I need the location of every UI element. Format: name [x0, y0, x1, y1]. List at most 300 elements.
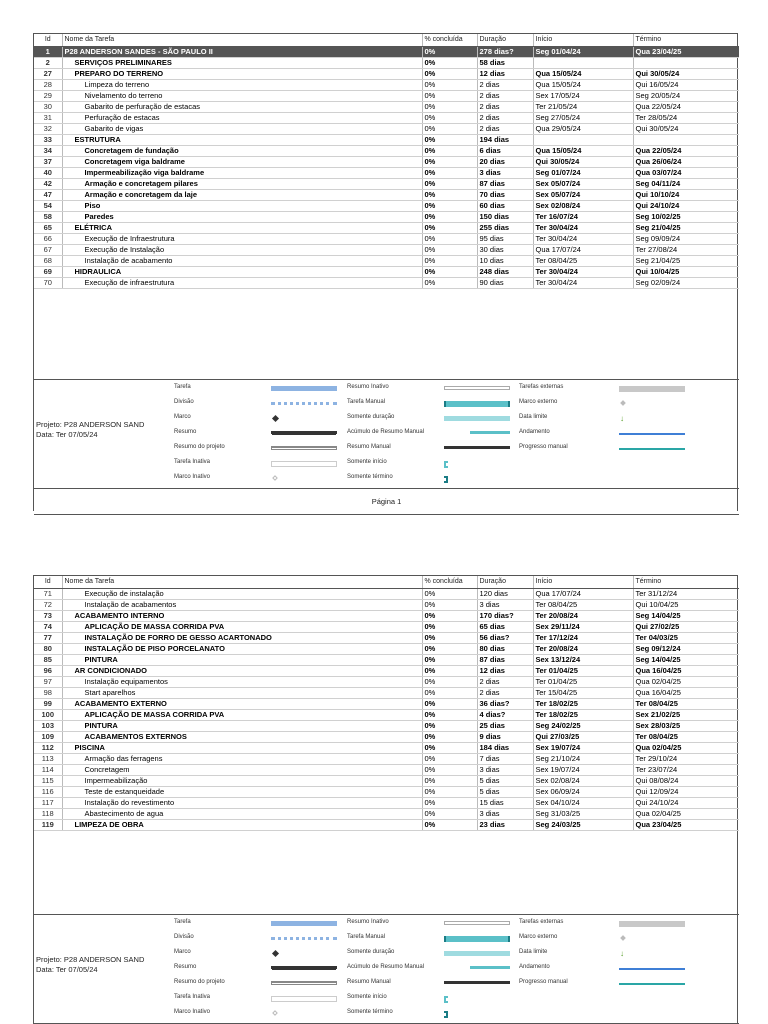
cell-dur: 10 dias	[477, 255, 533, 266]
cell-dur: 56 dias?	[477, 632, 533, 643]
cell-fim: Ter 08/04/25	[633, 698, 739, 709]
cell-ini: Ter 17/12/24	[533, 632, 633, 643]
cell-dur: 90 dias	[477, 277, 533, 288]
table-row[interactable]	[34, 79, 739, 90]
table-row[interactable]	[34, 244, 739, 255]
cell-fim: Seg 21/04/25	[633, 222, 739, 233]
legend-label: Andamento	[519, 964, 550, 970]
table-row[interactable]	[34, 46, 739, 57]
cell-ini	[533, 57, 633, 68]
legend-symbol-icon	[271, 401, 337, 405]
cell-pct: 0%	[422, 68, 477, 79]
cell-ini: Seg 27/05/24	[533, 112, 633, 123]
legend-label: Divisão	[174, 399, 194, 405]
cell-ini: Ter 18/02/25	[533, 698, 633, 709]
cell-pct: 0%	[422, 266, 477, 277]
cell-dur: 2 dias	[477, 123, 533, 134]
cell-ini: Sex 02/08/24	[533, 775, 633, 786]
cell-name: P28 ANDERSON SANDES - SÃO PAULO II	[62, 46, 422, 57]
page-2	[33, 575, 738, 1024]
cell-dur: 87 dias	[477, 178, 533, 189]
cell-name: PISCINA	[62, 742, 422, 753]
cell-fim: Qua 16/04/25	[633, 687, 739, 698]
cell-pct: 0%	[422, 819, 477, 830]
cell-fim: Qua 22/05/24	[633, 145, 739, 156]
legend-symbol-icon	[271, 921, 337, 926]
legend-label: Progresso manual	[519, 444, 568, 450]
blank-row	[34, 368, 739, 379]
cell-ini: Sex 05/07/24	[533, 178, 633, 189]
table-row[interactable]	[34, 134, 739, 145]
table-row[interactable]	[34, 57, 739, 68]
legend-symbol-icon	[444, 981, 510, 984]
legend-label: Tarefa Manual	[347, 934, 386, 940]
cell-name: APLICAÇÃO DE MASSA CORRIDA PVA	[62, 621, 422, 632]
cell-pct: 0%	[422, 775, 477, 786]
cell-pct: 0%	[422, 687, 477, 698]
table-row[interactable]	[34, 90, 739, 101]
cell-name: Armação e concretagem da laje	[62, 189, 422, 200]
cell-id: 31	[34, 112, 62, 123]
cell-dur: 3 dias	[477, 808, 533, 819]
cell-id: 100	[34, 709, 62, 720]
cell-pct: 0%	[422, 189, 477, 200]
cell-dur: 3 dias	[477, 764, 533, 775]
cell-dur: 23 dias	[477, 819, 533, 830]
cell-fim: Seg 10/02/25	[633, 211, 739, 222]
cell-id: 27	[34, 68, 62, 79]
cell-dur: 150 dias	[477, 211, 533, 222]
cell-fim: Seg 14/04/25	[633, 610, 739, 621]
cell-pct: 0%	[422, 786, 477, 797]
legend-label: Resumo do projeto	[174, 444, 225, 450]
header-fim: Término	[633, 576, 739, 588]
legend-label: Somente término	[347, 1009, 393, 1015]
cell-dur: 60 dias	[477, 200, 533, 211]
cell-name: Instalação de acabamentos	[62, 599, 422, 610]
table-row[interactable]	[34, 189, 739, 200]
cell-ini: Sex 19/07/24	[533, 764, 633, 775]
legend-label: Progresso manual	[519, 979, 568, 985]
cell-ini: Ter 08/04/25	[533, 255, 633, 266]
cell-fim: Qui 10/04/25	[633, 599, 739, 610]
project-name: Projeto: P28 ANDERSON SAND	[36, 955, 145, 964]
table-row[interactable]	[34, 632, 739, 643]
legend-label: Somente duração	[347, 414, 395, 420]
cell-name: Teste de estanqueidade	[62, 786, 422, 797]
legend-symbol-icon	[444, 996, 448, 1003]
cell-name: Impermeabilização	[62, 775, 422, 786]
table-row[interactable]	[34, 178, 739, 189]
legend-label: Somente término	[347, 474, 393, 480]
cell-id: 96	[34, 665, 62, 676]
header-pct: % concluída	[422, 576, 477, 588]
cell-name: Limpeza do terreno	[62, 79, 422, 90]
cell-ini: Sex 04/10/24	[533, 797, 633, 808]
cell-dur: 2 dias	[477, 676, 533, 687]
cell-ini: Sex 13/12/24	[533, 654, 633, 665]
legend-symbol-icon	[271, 416, 278, 421]
cell-dur: 3 dias	[477, 167, 533, 178]
cell-fim: Sex 28/03/25	[633, 720, 739, 731]
cell-name: Execução de Instalação	[62, 244, 422, 255]
cell-id: 67	[34, 244, 62, 255]
cell-pct: 0%	[422, 599, 477, 610]
legend-symbol-icon	[444, 461, 448, 468]
cell-ini: Qua 17/07/24	[533, 588, 633, 599]
legend-label: Marco Inativo	[174, 474, 211, 480]
cell-ini: Ter 20/08/24	[533, 610, 633, 621]
table-row[interactable]	[34, 808, 739, 819]
cell-name: Concretagem viga baldrame	[62, 156, 422, 167]
cell-pct: 0%	[422, 676, 477, 687]
cell-id: 99	[34, 698, 62, 709]
cell-ini: Ter 15/04/25	[533, 687, 633, 698]
cell-ini: Sex 05/07/24	[533, 189, 633, 200]
cell-dur: 2 dias	[477, 112, 533, 123]
legend-symbol-icon	[444, 431, 510, 434]
header-name: Nome da Tarefa	[62, 34, 422, 46]
legend-symbol-icon	[271, 996, 337, 1002]
cell-dur: 5 dias	[477, 775, 533, 786]
cell-id: 116	[34, 786, 62, 797]
table-row[interactable]	[34, 687, 739, 698]
cell-pct: 0%	[422, 731, 477, 742]
cell-fim: Qua 16/04/25	[633, 665, 739, 676]
cell-fim: Qua 02/04/25	[633, 742, 739, 753]
cell-name: Armação e concretagem pilares	[62, 178, 422, 189]
cell-pct: 0%	[422, 46, 477, 57]
legend-symbol-icon	[444, 936, 510, 942]
legend-symbol-icon	[444, 966, 510, 969]
cell-id: 98	[34, 687, 62, 698]
cell-dur: 120 dias	[477, 588, 533, 599]
cell-ini: Ter 20/08/24	[533, 643, 633, 654]
cell-pct: 0%	[422, 57, 477, 68]
cell-id: 37	[34, 156, 62, 167]
cell-dur: 5 dias	[477, 786, 533, 797]
legend-symbol-icon	[444, 401, 510, 407]
legend-label: Marco	[174, 949, 191, 955]
legend-symbol-icon	[271, 966, 337, 969]
task-table	[34, 34, 739, 289]
cell-fim: Sex 21/02/25	[633, 709, 739, 720]
table-row[interactable]	[34, 720, 739, 731]
header-fim: Término	[633, 34, 739, 46]
legend-symbol-icon	[271, 431, 337, 434]
table-row[interactable]	[34, 775, 739, 786]
legend-label: Data limite	[519, 949, 548, 955]
table-row[interactable]	[34, 233, 739, 244]
cell-ini: Qua 29/05/24	[533, 123, 633, 134]
cell-dur: 80 dias	[477, 643, 533, 654]
table-row[interactable]	[34, 654, 739, 665]
legend-symbol-icon	[271, 476, 277, 480]
cell-dur: 278 dias?	[477, 46, 533, 57]
cell-ini: Qua 17/07/24	[533, 244, 633, 255]
cell-id: 71	[34, 588, 62, 599]
header-row	[34, 576, 739, 588]
cell-id: 80	[34, 643, 62, 654]
legend	[34, 914, 739, 1024]
cell-fim: Seg 02/09/24	[633, 277, 739, 288]
cell-pct: 0%	[422, 112, 477, 123]
cell-pct: 0%	[422, 632, 477, 643]
cell-ini: Qua 15/05/24	[533, 79, 633, 90]
header-id: Id	[34, 576, 62, 588]
cell-pct: 0%	[422, 588, 477, 599]
cell-dur: 2 dias	[477, 79, 533, 90]
cell-fim: Qua 02/04/25	[633, 676, 739, 687]
table-row[interactable]	[34, 676, 739, 687]
cell-name: Armação das ferragens	[62, 753, 422, 764]
cell-dur: 58 dias	[477, 57, 533, 68]
page-1	[33, 33, 738, 511]
cell-fim: Qui 10/10/24	[633, 189, 739, 200]
cell-name: Impermeabilização viga baldrame	[62, 167, 422, 178]
cell-dur: 20 dias	[477, 156, 533, 167]
task-table	[34, 576, 739, 831]
table-row[interactable]	[34, 266, 739, 277]
table-row[interactable]	[34, 599, 739, 610]
cell-id: 28	[34, 79, 62, 90]
cell-fim: Seg 21/04/25	[633, 255, 739, 266]
page-footer: Página 1	[371, 497, 402, 506]
cell-dur: 36 dias?	[477, 698, 533, 709]
legend-label: Resumo Manual	[347, 444, 391, 450]
cell-pct: 0%	[422, 610, 477, 621]
cell-name: INSTALAÇÃO DE PISO PORCELANATO	[62, 643, 422, 654]
legend-symbol-icon	[271, 981, 337, 985]
legend-label: Somente duração	[347, 949, 395, 955]
legend-label: Tarefas externas	[519, 919, 564, 925]
cell-fim: Ter 29/10/24	[633, 753, 739, 764]
cell-dur: 3 dias	[477, 599, 533, 610]
cell-id: 30	[34, 101, 62, 112]
table-row[interactable]	[34, 101, 739, 112]
cell-dur: 6 dias	[477, 145, 533, 156]
cell-pct: 0%	[422, 808, 477, 819]
cell-ini: Qua 15/05/24	[533, 145, 633, 156]
table-row[interactable]	[34, 123, 739, 134]
cell-fim: Seg 04/11/24	[633, 178, 739, 189]
cell-fim: Ter 27/08/24	[633, 244, 739, 255]
cell-ini: Seg 01/04/24	[533, 46, 633, 57]
cell-ini: Ter 08/04/25	[533, 599, 633, 610]
table-row[interactable]	[34, 643, 739, 654]
table-row[interactable]	[34, 156, 739, 167]
cell-fim: Seg 20/05/24	[633, 90, 739, 101]
legend-label: Marco Inativo	[174, 1009, 211, 1015]
table-row[interactable]	[34, 665, 739, 676]
cell-pct: 0%	[422, 709, 477, 720]
table-row[interactable]	[34, 277, 739, 288]
cell-fim: Qua 23/04/25	[633, 819, 739, 830]
cell-dur: 12 dias	[477, 68, 533, 79]
legend-symbol-icon	[271, 461, 337, 467]
cell-dur: 4 dias?	[477, 709, 533, 720]
legend-label: Resumo	[174, 429, 197, 435]
cell-name: Execução de instalação	[62, 588, 422, 599]
table-row[interactable]	[34, 764, 739, 775]
cell-id: 58	[34, 211, 62, 222]
legend-symbol-icon	[444, 416, 510, 421]
table-row[interactable]	[34, 145, 739, 156]
table-row[interactable]	[34, 709, 739, 720]
header-ini: Início	[533, 34, 633, 46]
cell-pct: 0%	[422, 211, 477, 222]
cell-fim: Ter 28/05/24	[633, 112, 739, 123]
table-row[interactable]	[34, 610, 739, 621]
legend-symbol-icon: ↓	[620, 949, 624, 958]
legend-label: Resumo Inativo	[347, 919, 389, 925]
table-row[interactable]	[34, 68, 739, 79]
legend-label: Marco	[174, 414, 191, 420]
cell-name: Perfuração de estacas	[62, 112, 422, 123]
legend-label: Marco externo	[519, 934, 558, 940]
cell-dur: 184 dias	[477, 742, 533, 753]
cell-fim: Qui 10/04/25	[633, 266, 739, 277]
legend-symbol-icon	[619, 386, 685, 392]
cell-id: 115	[34, 775, 62, 786]
table-row[interactable]	[34, 742, 739, 753]
cell-fim: Qua 26/06/24	[633, 156, 739, 167]
cell-id: 68	[34, 255, 62, 266]
cell-id: 114	[34, 764, 62, 775]
legend-symbol-icon: ↓	[620, 414, 624, 423]
table-row[interactable]	[34, 211, 739, 222]
cell-ini: Ter 30/04/24	[533, 233, 633, 244]
cell-pct: 0%	[422, 665, 477, 676]
cell-dur: 30 dias	[477, 244, 533, 255]
table-row[interactable]	[34, 819, 739, 830]
cell-id: 54	[34, 200, 62, 211]
cell-id: 113	[34, 753, 62, 764]
legend-label: Tarefas externas	[519, 384, 564, 390]
legend-symbol-icon	[444, 446, 510, 449]
legend-symbol-icon	[271, 386, 337, 391]
cell-id: 72	[34, 599, 62, 610]
table-row[interactable]	[34, 588, 739, 599]
table-row[interactable]	[34, 200, 739, 211]
table-row[interactable]	[34, 797, 739, 808]
cell-pct: 0%	[422, 621, 477, 632]
legend-label: Tarefa Inativa	[174, 459, 211, 465]
cell-fim: Qua 02/04/25	[633, 808, 739, 819]
cell-id: 32	[34, 123, 62, 134]
legend-label: Tarefa	[174, 384, 191, 390]
cell-id: 119	[34, 819, 62, 830]
legend-symbol-icon	[444, 921, 510, 925]
legend-symbol-icon	[444, 951, 510, 956]
cell-dur: 2 dias	[477, 687, 533, 698]
cell-pct: 0%	[422, 79, 477, 90]
table-row[interactable]	[34, 255, 739, 266]
table-row[interactable]	[34, 786, 739, 797]
legend-label: Andamento	[519, 429, 550, 435]
table-row[interactable]	[34, 731, 739, 742]
legend-label: Acúmulo de Resumo Manual	[347, 964, 425, 970]
cell-pct: 0%	[422, 698, 477, 709]
cell-pct: 0%	[422, 277, 477, 288]
cell-pct: 0%	[422, 753, 477, 764]
cell-ini: Ter 01/04/25	[533, 665, 633, 676]
legend-label: Tarefa Inativa	[174, 994, 211, 1000]
cell-name: PINTURA	[62, 720, 422, 731]
cell-id: 77	[34, 632, 62, 643]
cell-name: AR CONDICIONADO	[62, 665, 422, 676]
cell-name: Execução de Infraestrutura	[62, 233, 422, 244]
cell-pct: 0%	[422, 178, 477, 189]
cell-name: Instalação equipamentos	[62, 676, 422, 687]
cell-ini: Qui 27/03/25	[533, 731, 633, 742]
cell-id: 66	[34, 233, 62, 244]
cell-ini: Qui 30/05/24	[533, 156, 633, 167]
legend	[34, 379, 739, 489]
cell-name: ESTRUTURA	[62, 134, 422, 145]
cell-fim: Qui 24/10/24	[633, 200, 739, 211]
cell-dur: 12 dias	[477, 665, 533, 676]
cell-pct: 0%	[422, 764, 477, 775]
legend-symbol-icon	[619, 936, 625, 940]
table-row[interactable]	[34, 621, 739, 632]
cell-id: 112	[34, 742, 62, 753]
legend-symbol-icon	[619, 921, 685, 927]
cell-id: 118	[34, 808, 62, 819]
cell-name: Piso	[62, 200, 422, 211]
cell-pct: 0%	[422, 797, 477, 808]
header-id: Id	[34, 34, 62, 46]
cell-fim: Seg 14/04/25	[633, 654, 739, 665]
cell-name: HIDRAULICA	[62, 266, 422, 277]
legend-label: Resumo do projeto	[174, 979, 225, 985]
project-name: Projeto: P28 ANDERSON SAND	[36, 420, 145, 429]
legend-symbol-icon	[619, 981, 685, 985]
cell-fim: Seg 09/09/24	[633, 233, 739, 244]
cell-name: LIMPEZA DE OBRA	[62, 819, 422, 830]
table-row[interactable]	[34, 167, 739, 178]
cell-dur: 25 dias	[477, 720, 533, 731]
cell-ini: Seg 21/10/24	[533, 753, 633, 764]
cell-pct: 0%	[422, 255, 477, 266]
cell-id: 73	[34, 610, 62, 621]
project-date: Data: Ter 07/05/24	[36, 965, 98, 974]
header-pct: % concluída	[422, 34, 477, 46]
cell-ini: Seg 24/03/25	[533, 819, 633, 830]
cell-ini: Sex 02/08/24	[533, 200, 633, 211]
cell-ini: Qua 15/05/24	[533, 68, 633, 79]
cell-dur: 9 dias	[477, 731, 533, 742]
cell-name: ACABAMENTO EXTERNO	[62, 698, 422, 709]
legend-symbol-icon	[271, 951, 278, 956]
cell-fim	[633, 57, 739, 68]
cell-dur: 7 dias	[477, 753, 533, 764]
cell-dur: 170 dias?	[477, 610, 533, 621]
legend-symbol-icon	[444, 476, 448, 483]
cell-id: 103	[34, 720, 62, 731]
legend-symbol-icon	[271, 936, 337, 940]
table-row[interactable]	[34, 698, 739, 709]
table-row[interactable]	[34, 753, 739, 764]
cell-ini: Sex 06/09/24	[533, 786, 633, 797]
table-row[interactable]	[34, 112, 739, 123]
table-row[interactable]	[34, 222, 739, 233]
cell-id: 2	[34, 57, 62, 68]
cell-fim: Qui 30/05/24	[633, 68, 739, 79]
cell-pct: 0%	[422, 123, 477, 134]
header-row	[34, 34, 739, 46]
cell-pct: 0%	[422, 643, 477, 654]
